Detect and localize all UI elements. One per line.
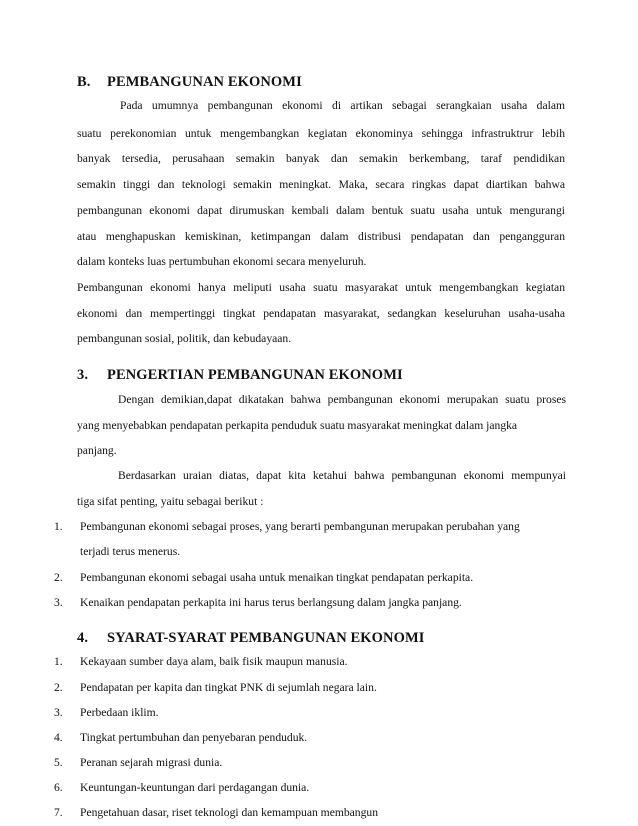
paragraph-line: ekonomi dan mempertinggi tingkat pendapatan masyarakat, sedangkan keseluruhan usaha-usaha	[77, 307, 565, 320]
paragraph-line: tiga sifat penting, yaitu sebagai berikut :	[77, 495, 264, 508]
list-item: Pendapatan per kapita dan tingkat PNK di sejumlah negara lain.	[80, 681, 377, 694]
paragraph-line: banyak tersedia, perusahaan semakin banyak dan semakin berkembang, taraf pendidikan	[77, 152, 565, 165]
paragraph-line: Berdasarkan uraian diatas, dapat kita ketahui bahwa pembangunan ekonomi mempunyai	[118, 469, 566, 482]
list-item-number: 3.	[54, 706, 63, 719]
paragraph-line: dalam konteks luas pertumbuhan ekonomi secara menyeluruh.	[77, 255, 367, 268]
list-item: Pembangunan ekonomi sebagai proses, yang berarti pembangunan merupakan perubahan yang	[80, 520, 520, 533]
paragraph-line: suatu perekonomian untuk mengembangkan kegiatan ekonominya sehingga infrastruktrur lebih	[77, 127, 565, 140]
paragraph-line: Pembangunan ekonomi hanya meliputi usaha suatu masyarakat untuk mengembangkan kegiatan	[77, 281, 565, 294]
section-3-number: 3.	[77, 367, 89, 383]
list-item-number: 7.	[54, 806, 63, 819]
list-item-number: 6.	[54, 781, 63, 794]
paragraph-line: panjang.	[77, 444, 117, 457]
section-4-heading	[77, 630, 425, 647]
paragraph-line: atau menghapuskan kemiskinan, ketimpangan dalam distribusi pendapatan dan pengangguran	[77, 230, 565, 243]
list-item-number: 1.	[54, 655, 63, 668]
list-item: Peranan sejarah migrasi dunia.	[80, 756, 223, 769]
list-item: Keuntungan-keuntungan dari perdagangan dunia.	[80, 781, 310, 794]
paragraph-line: Pada umumnya pembangunan ekonomi di artikan sebagai serangkaian usaha dalam	[120, 99, 565, 112]
section-3-title: PENGERTIAN PEMBANGUNAN EKONOMI	[107, 367, 403, 383]
section-b-number: B.	[77, 74, 91, 90]
section-3-heading	[77, 367, 403, 384]
paragraph-line: Dengan demikian,dapat dikatakan bahwa pembangunan ekonomi merupakan suatu proses	[118, 393, 566, 406]
list-item-number: 1.	[54, 520, 63, 533]
list-item: Pengetahuan dasar, riset teknologi dan kemampuan membangun	[80, 806, 378, 819]
list-item: Tingkat pertumbuhan dan penyebaran penduduk.	[80, 731, 308, 744]
section-4-title: SYARAT-SYARAT PEMBANGUNAN EKONOMI	[107, 630, 425, 646]
section-b-heading	[77, 74, 302, 91]
paragraph-line: yang menyebabkan pendapatan perkapita penduduk suatu masyarakat meningkat dalam jangka	[77, 419, 518, 432]
list-item: Kekayaan sumber daya alam, baik fisik maupun manusia.	[80, 655, 348, 668]
paragraph-line: pembangunan sosial, politik, dan kebudayaan.	[77, 332, 292, 345]
section-4-number: 4.	[77, 630, 89, 646]
list-item-continuation: terjadi terus menerus.	[80, 545, 181, 558]
paragraph-line: semakin tinggi dan teknologi semakin meningkat. Maka, secara ringkas dapat diartikan bahwa	[77, 178, 565, 191]
section-b-title: PEMBANGUNAN EKONOMI	[107, 74, 302, 90]
list-item-number: 2.	[54, 571, 63, 584]
list-item-number: 3.	[54, 596, 63, 609]
list-item: Perbedaan iklim.	[80, 706, 159, 719]
paragraph-line: pembangunan ekonomi dapat dirumuskan kembali dalam bentuk suatu usaha untuk mengurangi	[77, 204, 565, 217]
list-item: Pembangunan ekonomi sebagai usaha untuk menaikan tingkat pendapatan perkapita.	[80, 571, 474, 584]
list-item: Kenaikan pendapatan perkapita ini harus terus berlangsung dalam jangka panjang.	[80, 596, 462, 609]
list-item-number: 5.	[54, 756, 63, 769]
list-item-number: 2.	[54, 681, 63, 694]
list-item-number: 4.	[54, 731, 63, 744]
